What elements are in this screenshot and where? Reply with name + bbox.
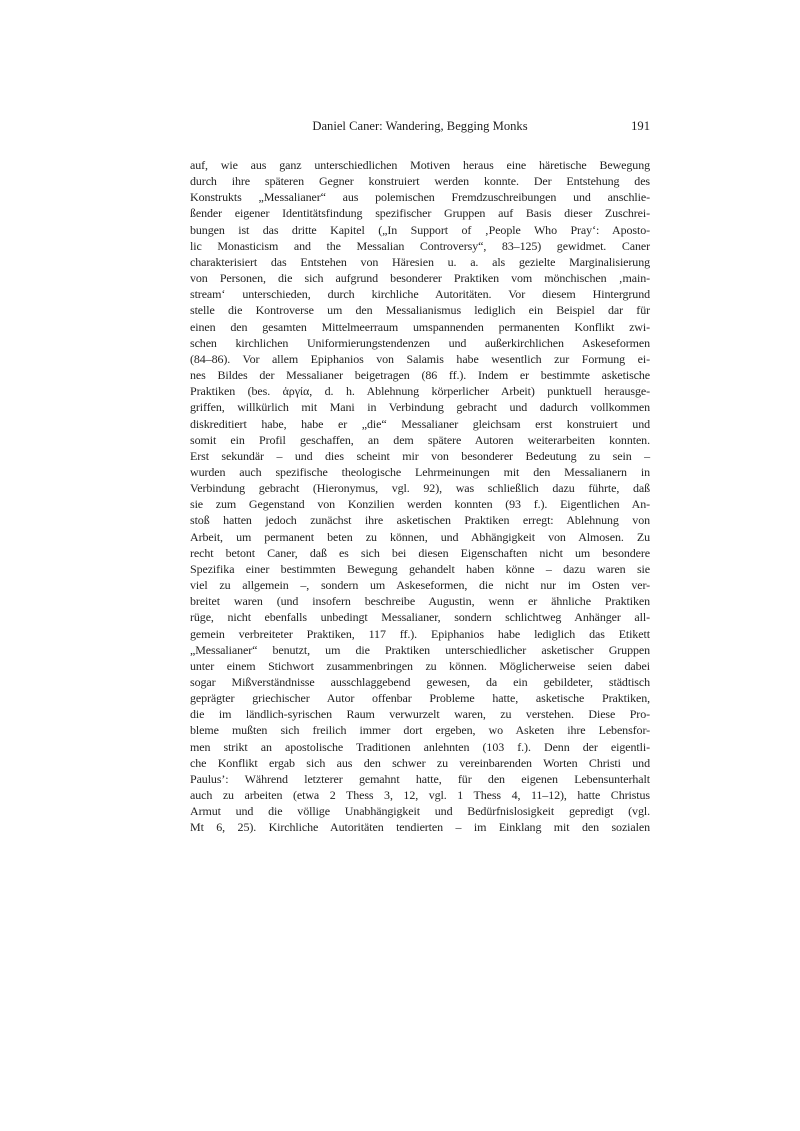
text-line: „Messalianer“ benutzt, um die Praktiken unterschiedlicher asketischer Gruppen xyxy=(190,642,650,657)
text-line: Konstrukts „Messalianer“ aus polemischen Fremdzuschreibungen und anschlie- xyxy=(190,190,650,205)
text-line: schen kirchlichen Uniformierungstendenzen und außerkirchlichen Askeseformen xyxy=(190,335,650,350)
text-line: bungen ist das dritte Kapitel („In Support of ‚People Who Pray‘: Aposto- xyxy=(190,222,650,237)
text-line: nes Bildes der Messalianer beigetragen (86 ff.). Indem er bestimmte asketische xyxy=(190,368,650,383)
text-line: Spezifika einer bestimmten Bewegung gehandelt haben könne – dazu waren sie xyxy=(190,561,650,576)
text-line: sie zum Gegenstand von Konzilien werden konnten (93 f.). Eigentlichen An- xyxy=(190,497,650,512)
text-line: Mt 6, 25). Kirchliche Autoritäten tendierten – im Einklang mit den sozialen xyxy=(190,820,650,835)
text-line: wurden auch spezifische theologische Lehrmeinungen mit den Messalianern in xyxy=(190,464,650,479)
text-line: geprägter griechischer Autor offenbar Probleme hatte, asketische Praktiken, xyxy=(190,691,650,706)
text-line: die im ländlich-syrischen Raum verwurzelt waren, zu verstehen. Diese Pro- xyxy=(190,707,650,722)
text-line: einen den gesamten Mittelmeerraum umspannenden permanenten Konflikt zwi- xyxy=(190,319,650,334)
text-line: sogar Mißverständnisse ausschlaggebend gewesen, da ein gebildeter, städtisch xyxy=(190,675,650,689)
text-line: somit ein Profil geschaffen, an dem spätere Autoren weiterarbeiten konnten. xyxy=(190,432,650,447)
text-line: (84–86). Vor allem Epiphanios von Salamis habe wesentlich zur Formung ei- xyxy=(190,351,650,366)
text-line: stelle die Kontroverse um den Messalianismus lediglich ein Beispiel dar für xyxy=(190,303,650,318)
text-line: breitet waren (und insofern beschreibe Augustin, wenn er ähnliche Praktiken xyxy=(190,594,650,609)
text-line: Paulus’: Während letzterer gemahnt hatte, für den eigenen Lebensunterhalt xyxy=(190,771,650,786)
text-line: bleme mußten sich freilich immer dort ergeben, wo Asketen ihre Lebensfor- xyxy=(190,723,650,738)
text-line: gemein verbreiteter Praktiken, 117 ff.). Epiphanios habe lediglich das Etikett xyxy=(190,626,650,641)
running-header xyxy=(190,118,650,135)
text-line: diskreditiert habe, habe er „die“ Messalianer gleichsam erst konstruiert und xyxy=(190,416,650,431)
text-line: charakterisiert das Entstehen von Häresien u. a. als gezielte Marginalisierung xyxy=(190,254,650,269)
text-line: Arbeit, um permanent beten zu können, und Abhängigkeit von Almosen. Zu xyxy=(190,529,650,544)
text-line: durch ihre späteren Gegner konstruiert werden konnte. Der Entstehung des xyxy=(190,174,650,189)
text-line: rüge, nicht ebenfalls unbedingt Messalianer, sondern schlichtweg Anhänger all- xyxy=(190,610,650,625)
text-line: unter einem Stichwort zusammenbringen zu können. Möglicherweise seien dabei xyxy=(190,658,650,673)
text-line: viel zu allgemein –, sondern um Askeseformen, die nicht nur im Osten ver- xyxy=(190,578,650,593)
text-line: Verbindung gebracht (Hieronymus, vgl. 92), was schließlich dazu führte, daß xyxy=(190,481,650,496)
text-line: stream‘ unterschieden, durch kirchliche Autoritäten. Vor diesem Hintergrund xyxy=(190,287,650,302)
text-line: ßender eigener Identitätsfindung spezifischer Gruppen auf Basis dieser Zuschrei- xyxy=(190,206,650,221)
text-line: auch zu arbeiten (etwa 2 Thess 3, 12, vgl. 1 Thess 4, 11–12), hatte Christus xyxy=(190,788,650,803)
text-line: auf, wie aus ganz unterschiedlichen Motiven heraus eine häretische Bewegung xyxy=(190,158,650,172)
text-line: stoß hatten jedoch zunächst ihre asketischen Praktiken erregt: Ablehnung von xyxy=(190,513,650,528)
body-text xyxy=(190,157,650,836)
text-line: recht betont Caner, daß es sich bei diesen Eigenschaften nicht um besondere xyxy=(190,545,650,560)
text-line: lic Monasticism and the Messalian Controversy“, 83–125) gewidmet. Caner xyxy=(190,238,650,253)
text-line: Erst sekundär – und dies scheint mir von besonderer Bedeutung zu sein – xyxy=(190,448,650,463)
text-line: men strikt an apostolische Traditionen anlehnten (103 f.). Denn der eigentli- xyxy=(190,739,650,754)
text-line: Praktiken (bes. ἀργία, d. h. Ablehnung körperlicher Arbeit) punktuell herausge- xyxy=(190,384,650,399)
text-line: Armut und die völlige Unabhängigkeit und Bedürfnislosigkeit gepredigt (vgl. xyxy=(190,804,650,819)
text-line: griffen, willkürlich mit Mani in Verbindung gebracht und dadurch vollkommen xyxy=(190,400,650,415)
page-number: 191 xyxy=(631,119,650,133)
text-line: von Personen, die sich aufgrund besonderer Praktiken vom mönchischen ‚main- xyxy=(190,271,650,286)
running-header-title: Daniel Caner: Wandering, Begging Monks xyxy=(312,119,528,133)
text-line: che Konflikt ergab sich aus den schwer zu vereinbarenden Worten Christi und xyxy=(190,755,650,770)
